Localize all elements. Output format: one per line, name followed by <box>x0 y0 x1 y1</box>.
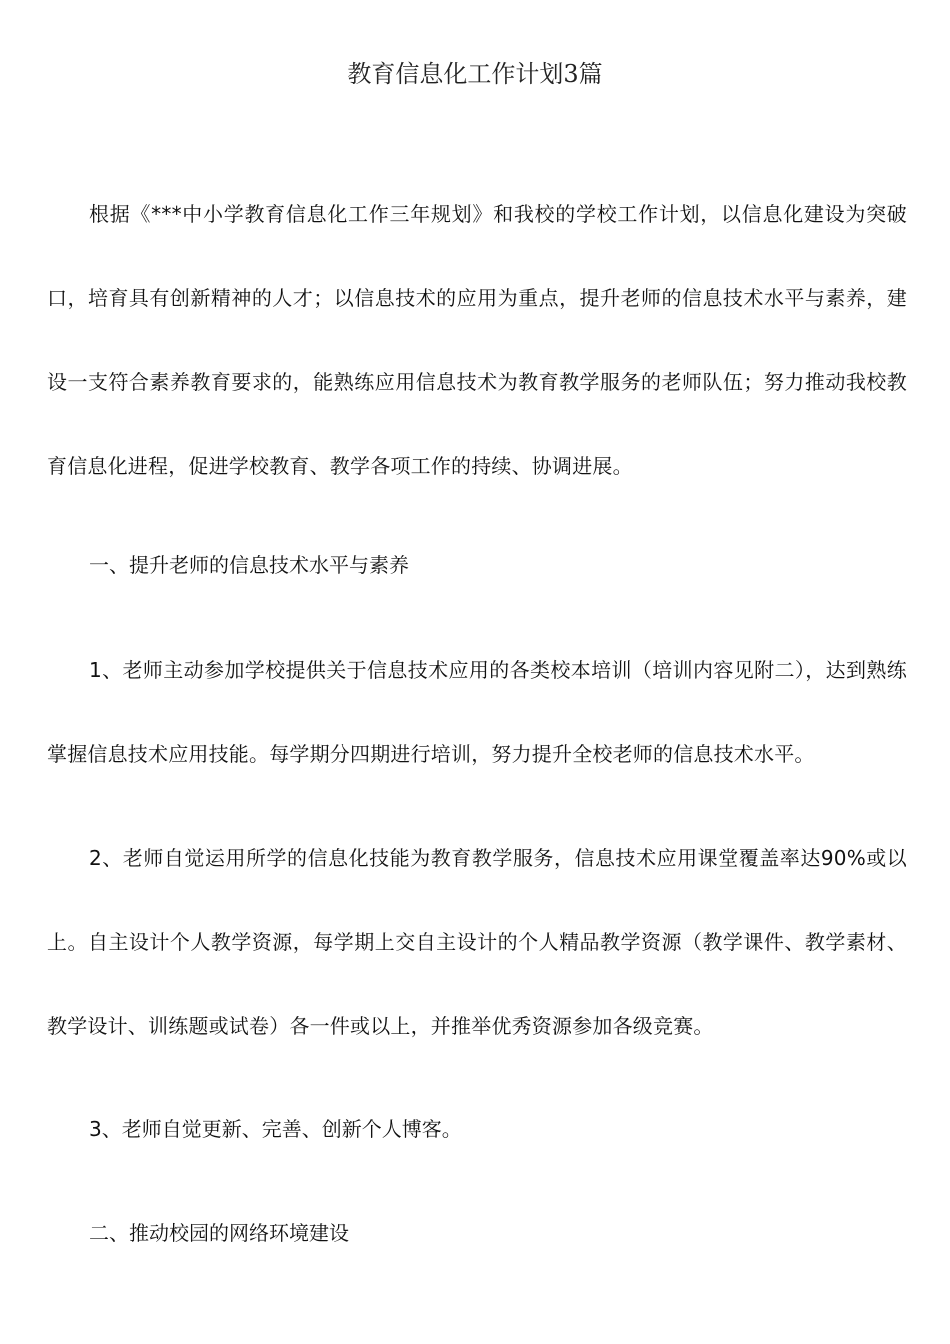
section-heading-1: 一、提升老师的信息技术水平与素养 <box>89 553 409 577</box>
list-item-2: 2、老师自觉运用所学的信息化技能为教育教学服务，信息技术应用课堂覆盖率达90%或以上。自主设计个人教学资源，每学期上交自主设计的个人精品教学资源（教学课件、教学素材、教学设计、训练题或试卷）各一件或以上，并推举优秀资源参加各级竞赛。 <box>47 846 907 1038</box>
document-title: 教育信息化工作计划3篇 <box>347 60 603 88</box>
section-heading-2: 二、推动校园的网络环境建设 <box>89 1221 349 1245</box>
intro-paragraph: 根据《***中小学教育信息化工作三年规划》和我校的学校工作计划，以信息化建设为突破口，培育具有创新精神的人才；以信息技术的应用为重点，提升老师的信息技术水平与素养，建设一支符合素养教育要求的，能熟练应用信息技术为教育教学服务的老师队伍；努力推动我校教育信息化进程，促进学校教育、教学各项工作的持续、协调进展。 <box>47 202 907 478</box>
list-item-1: 1、老师主动参加学校提供关于信息技术应用的各类校本培训（培训内容见附二），达到熟练掌握信息技术应用技能。每学期分四期进行培训，努力提升全校老师的信息技术水平。 <box>47 658 907 766</box>
list-item-3: 3、老师自觉更新、完善、创新个人博客。 <box>89 1117 462 1141</box>
